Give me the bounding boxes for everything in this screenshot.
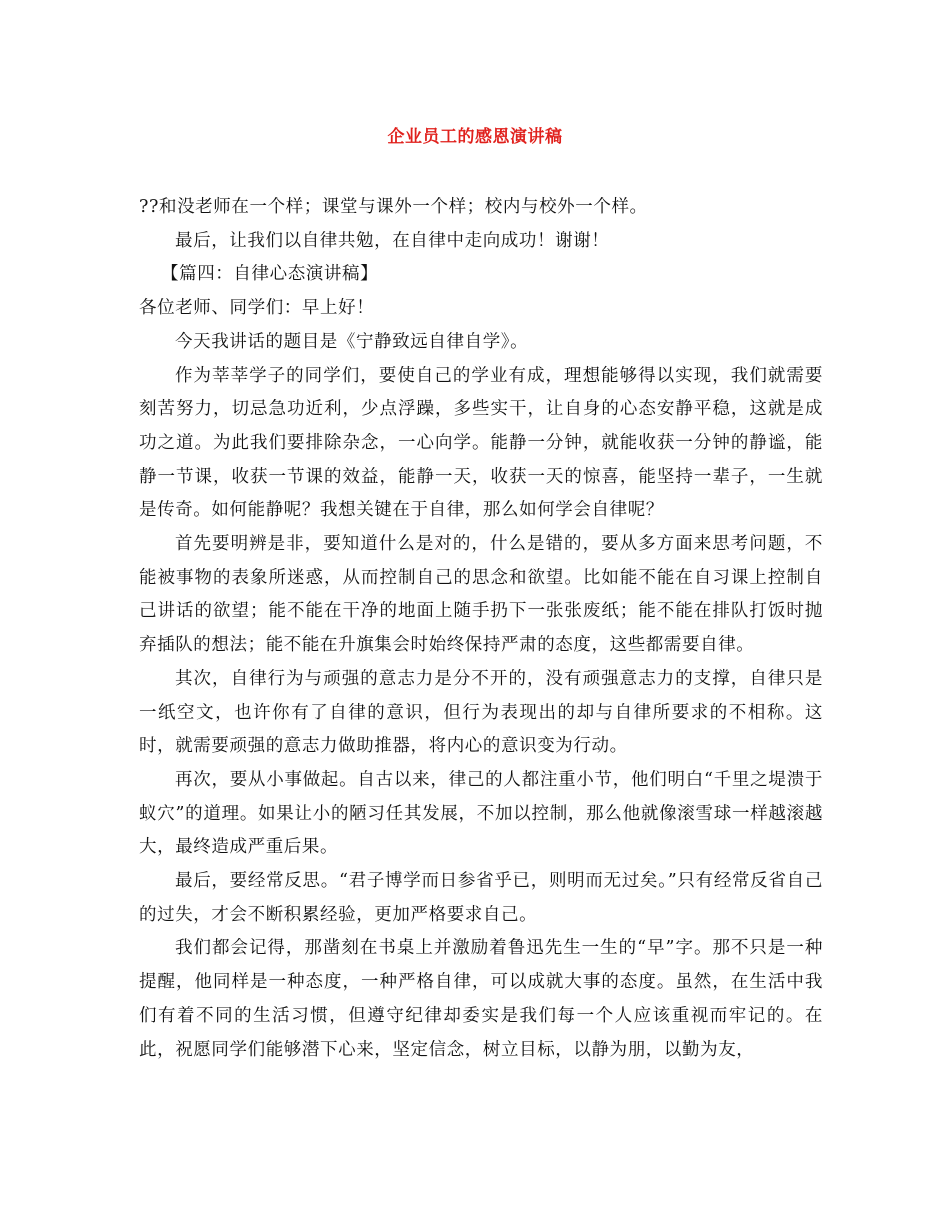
paragraph: 首先要明辨是非，要知道什么是对的，什么是错的，要从多方面来思考问题，不能被事物的表象所迷惑，从而控制自己的思念和欲望。比如能不能在自习课上控制自己讲话的欲望；能不能在干净的地面上随手扔下一张张废纸；能不能在排队打饭时抛弃插队的想法；能不能在升旗集会时始终保持严肃的态度，这些都需要自律。 <box>139 534 823 656</box>
paragraph: 作为莘莘学子的同学们，要使自己的学业有成，理想能够得以实现，我们就需要刻苦努力，切忌急功近利，少点浮躁，多些实干，让自身的心态安静平稳，这就是成功之道。为此我们要排除杂念，一心向学。能静一分钟，就能收获一分钟的静谧，能静一节课，收获一节课的效益，能静一天，收获一天的惊喜，能坚持一辈子，一生就是传奇。如何能静呢？我想关键在于自律，那么如何学会自律呢？ <box>139 365 823 521</box>
paragraph: 我们都会记得，那凿刻在书桌上并激励着鲁迅先生一生的“早”字。那不只是一种提醒，他同样是一种态度，一种严格自律，可以成就大事的态度。虽然，在生活中我们有着不同的生活习惯，但遵守纪律却委实是我们每一个人应该重视而牢记的。在此，祝愿同学们能够潜下心来，坚定信念，树立目标，以静为朋，以勤为友， <box>139 938 823 1060</box>
section-heading: 【篇四：自律心态演讲稿】 <box>161 264 379 285</box>
paragraph: 今天我讲话的题目是《宁静致远自律自学》。 <box>175 331 529 352</box>
paragraph: 其次，自律行为与顽强的意志力是分不开的，没有顽强意志力的支撑，自律只是一纸空文，也许你有了自律的意识，但行为表现出的却与自律所要求的不相称。这时，就需要顽强的意志力做助推器，将内心的意识变为行动。 <box>139 668 823 757</box>
document-title: 企业员工的感恩演讲稿 <box>387 127 563 147</box>
document-body <box>139 191 823 1067</box>
salutation: 各位老师、同学们：早上好！ <box>139 298 375 319</box>
paragraph: 最后，让我们以自律共勉，在自律中走向成功！谢谢！ <box>175 230 610 251</box>
paragraph: 最后，要经常反思。“君子博学而日参省乎已，则明而无过矣。”只有经常反省自己的过失，才会不断积累经验，更加严格要求自己。 <box>139 871 823 925</box>
paragraph: 再次，要从小事做起。自古以来，律己的人都注重小节，他们明白“千里之堤溃于蚁穴”的道理。如果让小的陋习任其发展，不加以控制，那么他就像滚雪球一样越滚越大，最终造成严重后果。 <box>139 769 823 858</box>
paragraph: ??和没老师在一个样；课堂与课外一个样；校内与校外一个样。 <box>139 197 648 217</box>
